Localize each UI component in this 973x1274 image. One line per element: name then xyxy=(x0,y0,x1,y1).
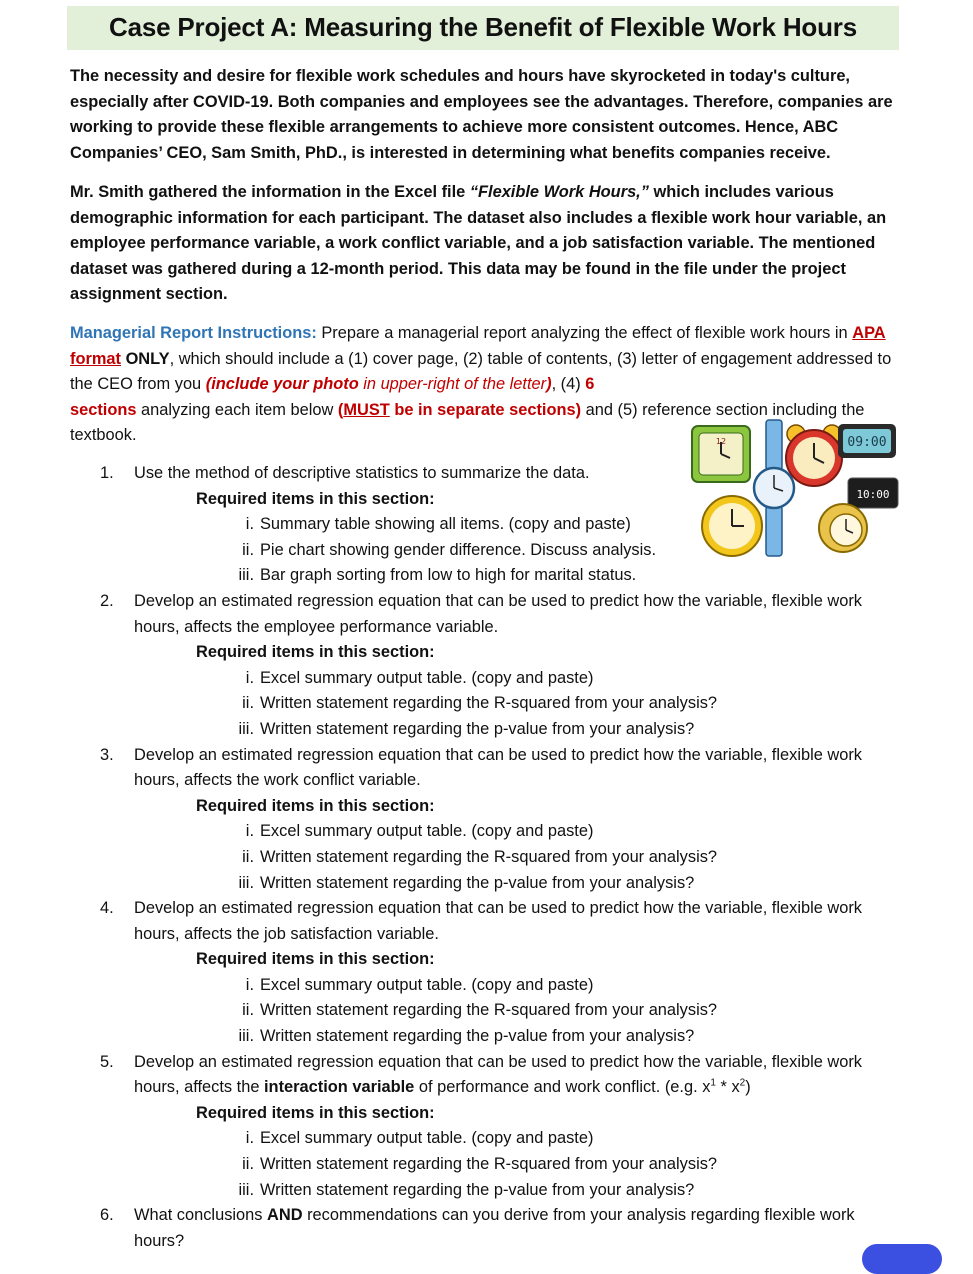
sub-item xyxy=(100,973,900,999)
page-title: Case Project A: Measuring the Benefit of Flexible Work Hours xyxy=(67,6,899,50)
sub-item-text: Excel summary output table. (copy and paste) xyxy=(260,822,594,841)
sub-item-number: i. xyxy=(245,1129,254,1148)
list-item xyxy=(100,589,900,640)
required-items-label: Required items in this section: xyxy=(196,796,435,815)
photo-note-b: in upper-right of the letter xyxy=(358,375,547,394)
photo-note-a: (include your photo xyxy=(205,375,359,394)
item-text-a: Develop an estimated regression equation that can be used to predict how the variable, flexible work hours, affects the xyxy=(134,1052,862,1097)
sub-item-number: i. xyxy=(245,975,254,994)
sub-item xyxy=(100,563,900,589)
corner-decoration xyxy=(862,1244,942,1274)
sub-item-text: Written statement regarding the R-squared from your analysis? xyxy=(260,1001,718,1020)
item-text-d: ) xyxy=(745,1078,751,1097)
only-emphasis: ONLY xyxy=(125,349,170,368)
must-open: ( xyxy=(337,400,344,419)
item-text-c: * x xyxy=(715,1078,740,1097)
sub-item-text: Summary table showing all items. (copy and paste) xyxy=(260,515,631,534)
square-clock-icon xyxy=(692,426,750,482)
sub-item-number: iii. xyxy=(238,1180,254,1199)
sub-item-text: Written statement regarding the R-squared from your analysis? xyxy=(260,1155,718,1174)
pocket-watch-icon xyxy=(819,504,867,552)
sub-item-text: Excel summary output table. (copy and paste) xyxy=(260,975,594,994)
item-number: 4. xyxy=(100,899,114,918)
required-items-label: Required items in this section: xyxy=(196,1103,435,1122)
square-clock-digits: 12 xyxy=(715,437,727,446)
sub-item xyxy=(100,666,900,692)
sub-item-text: Excel summary output table. (copy and paste) xyxy=(260,1129,594,1148)
sub-item-number: ii. xyxy=(242,540,254,559)
sub-item-text: Written statement regarding the p-value from your analysis? xyxy=(260,1180,695,1199)
item-number: 1. xyxy=(100,464,114,482)
digital-clock-icon xyxy=(848,478,898,508)
sub-item-text: Written statement regarding the p-value from your analysis? xyxy=(260,1027,695,1046)
superscript-2: 2 xyxy=(739,1077,746,1089)
required-items-label: Required items in this section: xyxy=(196,643,435,662)
list-item xyxy=(100,1203,900,1254)
digital-clock-icon xyxy=(838,424,896,458)
item-number: 6. xyxy=(100,1206,114,1225)
sub-item xyxy=(100,717,900,743)
must-emphasis: MUST xyxy=(343,400,390,419)
list-item xyxy=(100,896,900,947)
sub-item xyxy=(100,1024,900,1050)
item-text: Use the method of descriptive statistics to summarize the data. xyxy=(134,464,590,482)
sub-item xyxy=(100,691,900,717)
sub-item xyxy=(100,998,900,1024)
superscript-1: 1 xyxy=(710,1077,716,1089)
sub-item-text: Written statement regarding the R-squared from your analysis? xyxy=(260,847,718,866)
sub-item-number: i. xyxy=(245,668,254,687)
sub-item-number: iii. xyxy=(238,873,254,892)
six-count: 6 xyxy=(585,375,595,394)
sub-item-text: Excel summary output table. (copy and paste) xyxy=(260,668,594,687)
alarm-clock-icon xyxy=(786,425,842,486)
item-text: Develop an estimated regression equation that can be used to predict how the variable, flexible work hours, affects the work conflict variable. xyxy=(134,745,862,790)
sub-item-text: Pie chart showing gender difference. Discuss analysis. xyxy=(260,540,657,559)
sub-item-text: Written statement regarding the p-value from your analysis? xyxy=(260,719,695,738)
list-item xyxy=(100,743,900,794)
item-text-a: What conclusions xyxy=(134,1206,268,1225)
intro-p2-text-b: which includes various demographic information for each participant. The dataset also includes a flexible work hour variable, an employee performance variable, a work conflict variable, and a job satisfaction variable. The mentioned dataset was gathered during a 12-month period. This data may be found in the file under the project assignment section. xyxy=(70,183,887,304)
instructions-text-5: and (5) reference section including the textbook. xyxy=(70,400,865,445)
list-item xyxy=(100,1050,900,1101)
sub-item-number: ii. xyxy=(242,1001,254,1020)
photo-note-c: ) xyxy=(546,375,552,394)
interaction-variable-emphasis: interaction variable xyxy=(264,1078,415,1097)
instructions-heading: Managerial Report Instructions: xyxy=(70,324,317,342)
instructions-text-3: , (4) xyxy=(551,375,586,394)
and-emphasis: AND xyxy=(267,1206,303,1225)
sub-item-text: Written statement regarding the R-squared from your analysis? xyxy=(260,694,718,713)
excel-file-name: “Flexible Work Hours,” xyxy=(469,183,649,201)
intro-paragraph-2 xyxy=(70,180,900,308)
sub-item-number: i. xyxy=(245,515,254,534)
sub-item xyxy=(100,871,900,897)
item-text-b: recommendations can you derive from your analysis regarding flexible work hours? xyxy=(134,1206,855,1250)
sub-item-number: iii. xyxy=(238,719,254,738)
sub-item-number: iii. xyxy=(238,1027,254,1046)
wall-clock-icon xyxy=(702,496,762,556)
item-number: 2. xyxy=(100,591,114,610)
sections-word: sections xyxy=(70,400,137,419)
digital-time-2: 10:00 xyxy=(856,488,890,501)
sub-item xyxy=(100,1178,900,1204)
requirements-list xyxy=(100,461,900,1254)
sub-item xyxy=(100,819,900,845)
instructions-text-2: , which should include a (1) cover page, (2) table of contents, (3) letter of engagement addressed to the CEO from you xyxy=(70,349,892,394)
intro-p2-text-a: Mr. Smith gathered the information in the Excel file xyxy=(70,183,470,201)
must-rest: be in separate sections) xyxy=(389,400,582,419)
sub-item-number: ii. xyxy=(242,694,254,713)
required-items-label: Required items in this section: xyxy=(196,489,435,508)
sub-item-number: iii. xyxy=(238,566,254,585)
apa-format-link[interactable]: APA format xyxy=(70,324,886,368)
required-items-label: Required items in this section: xyxy=(196,950,435,969)
instructions-text-4: analyzing each item below xyxy=(136,400,338,419)
instructions-text-1: Prepare a managerial report analyzing the effect of flexible work hours in xyxy=(316,324,853,342)
intro-paragraph-1: The necessity and desire for flexible work schedules and hours have skyrocketed in today's culture, especially after COVID-19. Both companies and employees see the advantages. Therefore, companies are working to provide these flexible arrangements to achieve more consistent outcomes. Hence, ABC Companies’ CEO, Sam Smith, PhD., is interested in determining what benefits companies receive. xyxy=(70,67,893,162)
item-text-b: of performance and work conflict. (e.g. x xyxy=(414,1078,711,1097)
item-number: 3. xyxy=(100,745,114,764)
digital-time-1: 09:00 xyxy=(847,435,887,450)
item-text: Develop an estimated regression equation that can be used to predict how the variable, flexible work hours, affects the employee performance variable. xyxy=(134,591,862,636)
sub-item-number: i. xyxy=(245,822,254,841)
sub-item-number: ii. xyxy=(242,1155,254,1174)
sub-item xyxy=(100,1152,900,1178)
sub-item xyxy=(100,1126,900,1152)
sub-item xyxy=(100,845,900,871)
sub-item-text: Bar graph sorting from low to high for marital status. xyxy=(260,566,637,585)
item-text: Develop an estimated regression equation that can be used to predict how the variable, flexible work hours, affects the job satisfaction variable. xyxy=(134,899,862,943)
sub-item-number: ii. xyxy=(242,847,254,866)
item-number: 5. xyxy=(100,1052,114,1071)
clocks-illustration xyxy=(688,418,900,560)
sub-item-text: Written statement regarding the p-value from your analysis? xyxy=(260,873,695,892)
